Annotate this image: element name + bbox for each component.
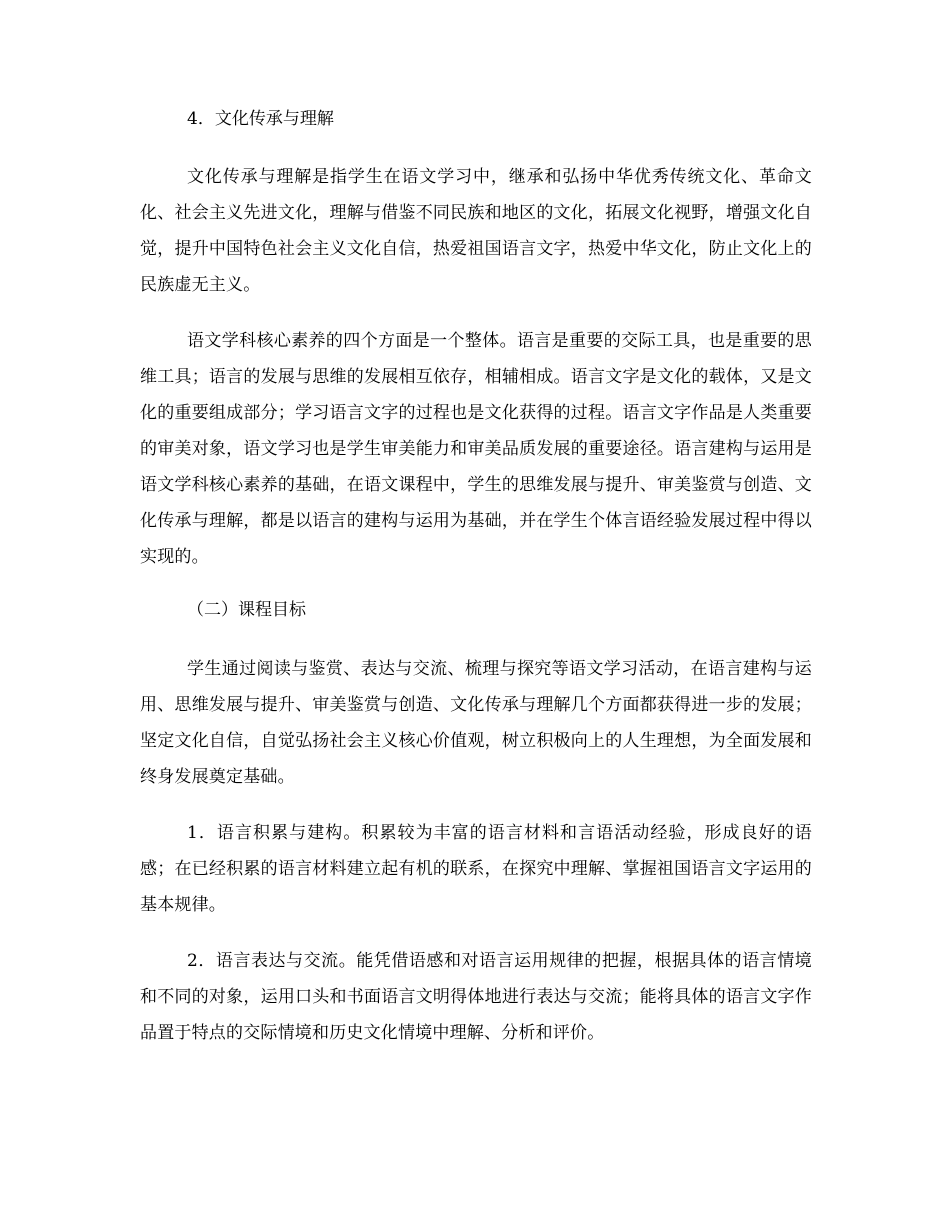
paragraph-goal-language-accumulation: 1．语言积累与建构。积累较为丰富的语言材料和言语活动经验，形成良好的语感；在已经积累的语言材料建立起有机的联系，在探究中理解、掌握祖国语言文字运用的基本规律。 [140, 823, 812, 915]
paragraph-cultural-heritage: 文化传承与理解是指学生在语文学习中，继承和弘扬中华优秀传统文化、革命文化、社会主义先进文化，理解与借鉴不同民族和地区的文化，拓展文化视野，增强文化自觉，提升中国特色社会主义文化自信，热爱祖国语言文字，热爱中华文化，防止文化上的民族虚无主义。 [140, 167, 812, 295]
paragraph-course-goals: 学生通过阅读与鉴赏、表达与交流、梳理与探究等语文学习活动，在语言建构与运用、思维发展与提升、审美鉴赏与创造、文化传承与理解几个方面都获得进一步的发展；坚定文化自信，自觉弘扬社会主义核心价值观，树立积极向上的人生理想，为全面发展和终身发展奠定基础。 [140, 659, 812, 787]
paragraph-goal-language-expression: 2．语言表达与交流。能凭借语感和对语言运用规律的把握，根据具体的语言情境和不同的对象，运用口头和书面语言文明得体地进行表达与交流；能将具体的语言文字作品置于特点的交际情境和历史文化情境中理解、分析和评价。 [140, 951, 812, 1043]
paragraph-core-literacy-summary: 语文学科核心素养的四个方面是一个整体。语言是重要的交际工具，也是重要的思维工具；语言的发展与思维的发展相互依存，相辅相成。语言文字是文化的载体，又是文化的重要组成部分；学习语言文字的过程也是文化获得的过程。语言文字作品是人类重要的审美对象，语文学习也是学生审美能力和审美品质发展的重要途径。语言建构与运用是语文学科核心素养的基础，在语文课程中，学生的思维发展与提升、审美鉴赏与创造、文化传承与理解，都是以语言的建构与运用为基础，并在学生个体言语经验发展过程中得以实现的。 [140, 331, 812, 567]
section-heading-cultural-heritage: 4．文化传承与理解 [187, 109, 334, 129]
section-heading-course-goals: （二）课程目标 [187, 600, 306, 620]
